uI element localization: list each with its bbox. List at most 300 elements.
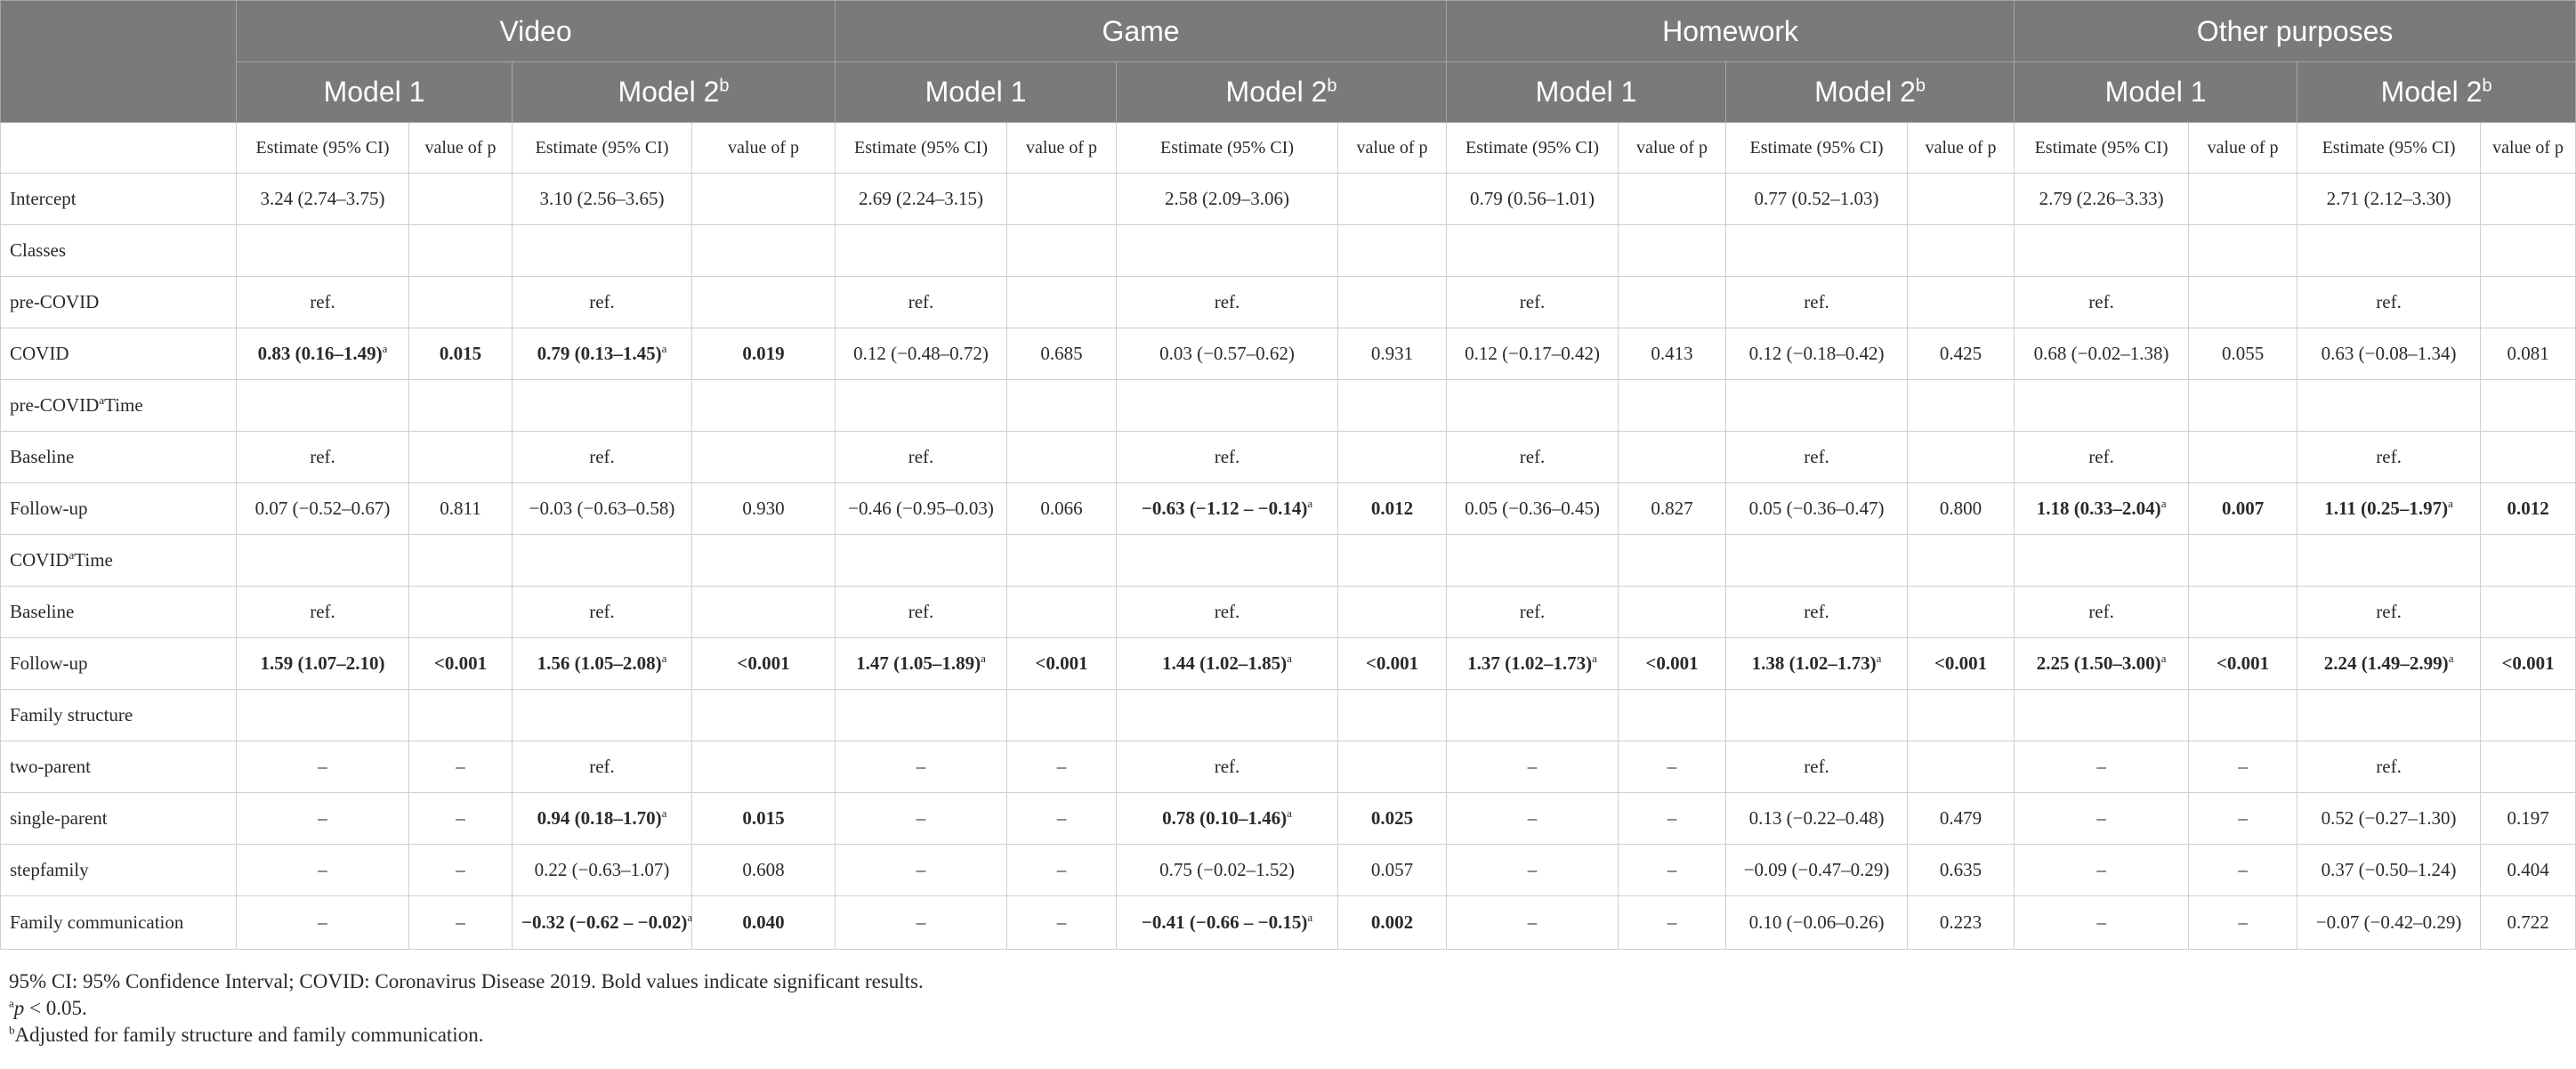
- p-value-cell: [2189, 174, 2297, 225]
- p-value-cell: [409, 380, 513, 432]
- estimate-cell: 0.12 (−0.17–0.42): [1447, 328, 1619, 380]
- p-value-cell: [692, 587, 836, 638]
- estimate-cell: 1.37 $(1.02-1.73)^a$: [1447, 638, 1619, 690]
- p-value-cell: [692, 380, 836, 432]
- p-value-cell: <0.001: [1338, 638, 1447, 690]
- estimate-cell: [2297, 225, 2481, 277]
- p-value-cell: 0.931: [1338, 328, 1447, 380]
- model-header: Model 2$^b$: [513, 62, 836, 123]
- p-value-cell: 0.007: [2189, 483, 2297, 535]
- p-value-cell: [1908, 174, 2015, 225]
- note-line-2: [9, 995, 924, 1022]
- estimate-cell: 1.11 $(0.25-1.97)^a$: [2297, 483, 2481, 535]
- p-value-cell: [409, 174, 513, 225]
- p-value-cell: [692, 690, 836, 741]
- estimate-cell: [2015, 690, 2189, 741]
- p-value-cell: 0.425: [1908, 328, 2015, 380]
- estimate-cell: [1117, 225, 1338, 277]
- p-value-cell: 0.827: [1619, 483, 1726, 535]
- row-label: Baseline: [1, 587, 237, 638]
- estimate-cell: 0.05 (−0.36–0.47): [1726, 483, 1908, 535]
- row-label: Follow-up: [1, 638, 237, 690]
- p-value-header: value of p: [2189, 123, 2297, 174]
- p-value-header: value of p: [1908, 123, 2015, 174]
- estimate-cell: –: [1447, 741, 1619, 793]
- p-value-cell: [2189, 690, 2297, 741]
- p-value-header: value of p: [409, 123, 513, 174]
- estimate-header: Estimate (95% CI): [1117, 123, 1338, 174]
- estimate-cell: [1117, 535, 1338, 587]
- estimate-cell: −0.07 (−0.42–0.29): [2297, 896, 2481, 950]
- table-row: [1, 277, 2576, 328]
- estimate-cell: 0.77 (0.52–1.03): [1726, 174, 1908, 225]
- estimate-cell: [836, 225, 1007, 277]
- p-value-cell: 0.015: [692, 793, 836, 845]
- p-value-cell: [1619, 380, 1726, 432]
- p-value-cell: [1007, 432, 1117, 483]
- p-value-cell: –: [2189, 896, 2297, 950]
- p-value-cell: <0.001: [692, 638, 836, 690]
- row-label: Follow-up: [1, 483, 237, 535]
- estimate-cell: [237, 380, 409, 432]
- p-value-cell: –: [1619, 741, 1726, 793]
- p-value-cell: 0.635: [1908, 845, 2015, 896]
- estimate-cell: 0.52 (−0.27–1.30): [2297, 793, 2481, 845]
- p-value-cell: [2481, 535, 2576, 587]
- p-value-cell: –: [2189, 793, 2297, 845]
- row-label: COVID: [1, 328, 237, 380]
- p-value-cell: <0.001: [1619, 638, 1726, 690]
- p-value-cell: [1908, 225, 2015, 277]
- estimate-cell: –: [836, 741, 1007, 793]
- p-value-cell: 0.223: [1908, 896, 2015, 950]
- estimate-cell: [1726, 690, 1908, 741]
- row-label: two-parent: [1, 741, 237, 793]
- estimate-cell: [2297, 690, 2481, 741]
- estimate-cell: ref.: [1726, 741, 1908, 793]
- p-value-cell: –: [409, 845, 513, 896]
- estimate-cell: −0.03 (−0.63–0.58): [513, 483, 692, 535]
- estimate-cell: –: [237, 896, 409, 950]
- p-value-cell: [1338, 277, 1447, 328]
- estimate-cell: 0.79 (0.56–1.01): [1447, 174, 1619, 225]
- estimate-cell: –: [237, 741, 409, 793]
- table-row: [1, 483, 2576, 535]
- p-value-cell: [409, 535, 513, 587]
- note-p: p: [13, 997, 25, 1019]
- estimate-cell: [1447, 380, 1619, 432]
- p-value-cell: [1007, 380, 1117, 432]
- p-value-cell: [409, 587, 513, 638]
- p-value-cell: [1338, 174, 1447, 225]
- p-value-cell: –: [1619, 845, 1726, 896]
- table-row: [1, 587, 2576, 638]
- p-value-cell: 0.025: [1338, 793, 1447, 845]
- estimate-cell: 0.75 (−0.02–1.52): [1117, 845, 1338, 896]
- estimate-header: Estimate (95% CI): [237, 123, 409, 174]
- estimate-cell: [1726, 225, 1908, 277]
- p-value-cell: [1619, 225, 1726, 277]
- p-value-cell: [2189, 225, 2297, 277]
- p-value-cell: [2481, 225, 2576, 277]
- estimate-cell: [2015, 380, 2189, 432]
- p-value-cell: [1619, 587, 1726, 638]
- p-value-header: value of p: [1007, 123, 1117, 174]
- table-row: [1, 638, 2576, 690]
- model-header: Model 1: [237, 62, 513, 123]
- p-value-cell: [409, 225, 513, 277]
- estimate-cell: 0.79 $(0.13-1.45)^a$: [513, 328, 692, 380]
- estimate-header: Estimate (95% CI): [1447, 123, 1619, 174]
- estimate-cell: ref.: [2015, 432, 2189, 483]
- estimate-cell: ref.: [836, 587, 1007, 638]
- estimate-cell: 0.22 (−0.63–1.07): [513, 845, 692, 896]
- p-value-cell: [1007, 690, 1117, 741]
- p-value-header: value of p: [1619, 123, 1726, 174]
- p-value-cell: [1007, 174, 1117, 225]
- estimate-cell: ref.: [2297, 432, 2481, 483]
- estimate-cell: 0.78 $(0.10-1.46)^a$: [1117, 793, 1338, 845]
- table-row: [1, 535, 2576, 587]
- estimate-cell: [2297, 535, 2481, 587]
- p-value-cell: [1338, 690, 1447, 741]
- estimate-cell: [836, 690, 1007, 741]
- p-value-cell: <0.001: [2481, 638, 2576, 690]
- estimate-cell: [1726, 535, 1908, 587]
- p-value-cell: 0.066: [1007, 483, 1117, 535]
- p-value-cell: 0.081: [2481, 328, 2576, 380]
- estimate-cell: ref.: [513, 587, 692, 638]
- estimate-cell: 0.07 (−0.52–0.67): [237, 483, 409, 535]
- note-line-1: 95% CI: 95% Confidence Interval; COVID: Coronavirus Disease 2019. Bold values indicate significant results.: [9, 970, 924, 992]
- estimate-cell: 1.44 $(1.02-1.85)^a$: [1117, 638, 1338, 690]
- estimate-cell: ref.: [513, 432, 692, 483]
- row-label: pre-COVID: [1, 277, 237, 328]
- estimate-cell: −0.63 $(-1.12 - -0.14)^a$: [1117, 483, 1338, 535]
- estimate-cell: ref.: [1117, 741, 1338, 793]
- row-label: single-parent: [1, 793, 237, 845]
- p-value-cell: 0.413: [1619, 328, 1726, 380]
- table-row: [1, 380, 2576, 432]
- p-value-cell: 0.012: [2481, 483, 2576, 535]
- estimate-cell: ref.: [2297, 277, 2481, 328]
- p-value-cell: [1908, 432, 2015, 483]
- estimate-cell: 1.38 $(1.02-1.73)^a$: [1726, 638, 1908, 690]
- estimate-header: Estimate (95% CI): [2297, 123, 2481, 174]
- p-value-cell: <0.001: [1908, 638, 2015, 690]
- estimate-cell: ref.: [2297, 587, 2481, 638]
- estimate-cell: −0.41 $(-0.66 - -0.15)^a$: [1117, 896, 1338, 950]
- estimate-header: Estimate (95% CI): [1726, 123, 1908, 174]
- p-value-cell: [1619, 277, 1726, 328]
- p-value-cell: [1908, 690, 2015, 741]
- group-header: Other purposes: [2015, 1, 2576, 62]
- p-value-cell: 0.197: [2481, 793, 2576, 845]
- estimate-header: Estimate (95% CI): [2015, 123, 2189, 174]
- p-value-cell: [1908, 587, 2015, 638]
- note-line-3: [9, 1022, 924, 1049]
- p-value-cell: [2481, 432, 2576, 483]
- table-notes: [9, 968, 924, 1049]
- p-value-cell: –: [1619, 793, 1726, 845]
- estimate-cell: [1447, 690, 1619, 741]
- estimate-cell: –: [2015, 845, 2189, 896]
- p-value-cell: [2481, 741, 2576, 793]
- p-value-cell: 0.404: [2481, 845, 2576, 896]
- note-adjusted: Adjusted for family structure and family communication.: [14, 1024, 484, 1046]
- row-label: stepfamily: [1, 845, 237, 896]
- estimate-cell: 0.83 $(0.16-1.49)^a$: [237, 328, 409, 380]
- p-value-cell: [409, 432, 513, 483]
- p-value-cell: [1338, 380, 1447, 432]
- estimate-cell: ref.: [1447, 432, 1619, 483]
- estimate-cell: 2.79 (2.26–3.33): [2015, 174, 2189, 225]
- header-corner: [1, 1, 237, 123]
- p-value-cell: [1619, 432, 1726, 483]
- group-header: Game: [836, 1, 1447, 62]
- p-value-cell: [2481, 380, 2576, 432]
- model-header: Model 2$^b$: [1726, 62, 2015, 123]
- estimate-cell: –: [1447, 793, 1619, 845]
- estimate-cell: [1117, 690, 1338, 741]
- row-label: Classes: [1, 225, 237, 277]
- p-value-cell: 0.012: [1338, 483, 1447, 535]
- estimate-cell: ref.: [1726, 587, 1908, 638]
- p-value-cell: –: [1007, 845, 1117, 896]
- estimate-cell: [1447, 225, 1619, 277]
- estimate-cell: [513, 690, 692, 741]
- row-label: Intercept: [1, 174, 237, 225]
- table-row: [1, 793, 2576, 845]
- estimate-cell: ref.: [237, 587, 409, 638]
- model-header: Model 2$^b$: [1117, 62, 1447, 123]
- group-header: Video: [237, 1, 836, 62]
- estimate-cell: 0.37 (−0.50–1.24): [2297, 845, 2481, 896]
- estimate-cell: ref.: [836, 277, 1007, 328]
- estimate-cell: [836, 380, 1007, 432]
- estimate-cell: −0.32 $(-0.62 - -0.02)^a$: [513, 896, 692, 950]
- estimate-header: Estimate (95% CI): [513, 123, 692, 174]
- p-value-cell: [1007, 535, 1117, 587]
- p-value-cell: –: [409, 896, 513, 950]
- estimate-cell: ref.: [1726, 277, 1908, 328]
- p-value-cell: [1619, 174, 1726, 225]
- p-value-cell: <0.001: [2189, 638, 2297, 690]
- note-p-rest: < 0.05.: [24, 997, 87, 1019]
- estimate-cell: 0.03 (−0.57–0.62): [1117, 328, 1338, 380]
- model-header: Model 1: [1447, 62, 1726, 123]
- row-label: COVID$^a$Time: [1, 535, 237, 587]
- estimate-cell: ref.: [1447, 277, 1619, 328]
- estimate-cell: ref.: [1117, 587, 1338, 638]
- p-value-cell: 0.811: [409, 483, 513, 535]
- estimate-cell: 0.94 $(0.18-1.70)^a$: [513, 793, 692, 845]
- p-value-cell: –: [1619, 896, 1726, 950]
- row-label: pre-COVID$^a$Time: [1, 380, 237, 432]
- p-value-cell: [1007, 225, 1117, 277]
- group-header: Homework: [1447, 1, 2015, 62]
- p-value-cell: [2481, 277, 2576, 328]
- p-value-cell: [692, 277, 836, 328]
- estimate-cell: 2.25 $(1.50-3.00)^a$: [2015, 638, 2189, 690]
- estimate-cell: [513, 225, 692, 277]
- estimate-cell: –: [2015, 793, 2189, 845]
- estimate-cell: 2.69 (2.24–3.15): [836, 174, 1007, 225]
- row-label: Baseline: [1, 432, 237, 483]
- estimate-cell: ref.: [513, 277, 692, 328]
- p-value-cell: –: [409, 741, 513, 793]
- estimate-cell: –: [836, 896, 1007, 950]
- estimate-cell: –: [1447, 845, 1619, 896]
- p-value-cell: [692, 535, 836, 587]
- p-value-cell: [1908, 535, 2015, 587]
- estimate-cell: –: [237, 845, 409, 896]
- note-sup-a: a: [9, 996, 14, 1010]
- p-value-cell: [2481, 587, 2576, 638]
- p-value-cell: 0.479: [1908, 793, 2015, 845]
- p-value-cell: [1338, 225, 1447, 277]
- table-row: [1, 328, 2576, 380]
- estimate-cell: ref.: [1726, 432, 1908, 483]
- p-value-cell: [2189, 380, 2297, 432]
- p-value-cell: [692, 432, 836, 483]
- p-value-cell: [1338, 741, 1447, 793]
- estimate-cell: 2.24 $(1.49-2.99)^a$: [2297, 638, 2481, 690]
- estimate-cell: 1.47 $(1.05-1.89)^a$: [836, 638, 1007, 690]
- p-value-cell: 0.019: [692, 328, 836, 380]
- p-value-cell: [409, 690, 513, 741]
- table-row: [1, 432, 2576, 483]
- p-value-header: value of p: [2481, 123, 2576, 174]
- row-label: Family communication: [1, 896, 237, 950]
- estimate-cell: ref.: [2015, 587, 2189, 638]
- estimate-cell: 0.12 (−0.48–0.72): [836, 328, 1007, 380]
- p-value-cell: <0.001: [1007, 638, 1117, 690]
- p-value-cell: –: [1007, 896, 1117, 950]
- p-value-cell: [2481, 174, 2576, 225]
- estimate-cell: [1726, 380, 1908, 432]
- estimate-cell: 1.18 $(0.33-2.04)^a$: [2015, 483, 2189, 535]
- p-value-cell: [1908, 277, 2015, 328]
- table-row: [1, 845, 2576, 896]
- estimate-cell: 0.63 (−0.08–1.34): [2297, 328, 2481, 380]
- p-value-cell: 0.057: [1338, 845, 1447, 896]
- estimate-cell: [1117, 380, 1338, 432]
- p-value-cell: 0.015: [409, 328, 513, 380]
- estimate-cell: [237, 535, 409, 587]
- estimate-cell: –: [2015, 896, 2189, 950]
- estimate-cell: 2.58 (2.09–3.06): [1117, 174, 1338, 225]
- estimate-cell: [237, 225, 409, 277]
- estimate-cell: –: [836, 845, 1007, 896]
- estimate-cell: [836, 535, 1007, 587]
- p-value-cell: [1007, 587, 1117, 638]
- estimate-cell: –: [237, 793, 409, 845]
- estimate-cell: 0.10 (−0.06–0.26): [1726, 896, 1908, 950]
- p-value-cell: [692, 174, 836, 225]
- p-value-cell: [2189, 432, 2297, 483]
- model-header: Model 1: [836, 62, 1117, 123]
- estimate-cell: [513, 535, 692, 587]
- p-value-cell: –: [1007, 741, 1117, 793]
- table-row: [1, 225, 2576, 277]
- p-value-cell: [1619, 535, 1726, 587]
- p-value-cell: –: [1007, 793, 1117, 845]
- p-value-cell: [1338, 432, 1447, 483]
- estimate-cell: −0.46 (−0.95–0.03): [836, 483, 1007, 535]
- p-value-cell: [2189, 587, 2297, 638]
- estimate-cell: ref.: [513, 741, 692, 793]
- p-value-cell: [1338, 587, 1447, 638]
- estimate-cell: [513, 380, 692, 432]
- estimate-cell: –: [836, 793, 1007, 845]
- estimate-cell: 3.24 (2.74–3.75): [237, 174, 409, 225]
- p-value-cell: [2189, 277, 2297, 328]
- estimate-cell: ref.: [2297, 741, 2481, 793]
- p-value-header: value of p: [1338, 123, 1447, 174]
- model-header: Model 2$^b$: [2297, 62, 2576, 123]
- estimate-cell: [2015, 535, 2189, 587]
- p-value-cell: –: [2189, 741, 2297, 793]
- table-row: [1, 174, 2576, 225]
- p-value-cell: [1007, 277, 1117, 328]
- estimate-cell: ref.: [836, 432, 1007, 483]
- estimate-cell: 3.10 (2.56–3.65): [513, 174, 692, 225]
- estimate-cell: 0.05 (−0.36–0.45): [1447, 483, 1619, 535]
- p-value-cell: <0.001: [409, 638, 513, 690]
- estimate-cell: ref.: [1117, 432, 1338, 483]
- p-value-cell: [692, 741, 836, 793]
- p-value-cell: 0.685: [1007, 328, 1117, 380]
- estimate-cell: 0.13 (−0.22–0.48): [1726, 793, 1908, 845]
- subheader-corner: [1, 123, 237, 174]
- estimate-cell: ref.: [237, 277, 409, 328]
- p-value-cell: [2189, 535, 2297, 587]
- p-value-cell: [1619, 690, 1726, 741]
- estimate-header: Estimate (95% CI): [836, 123, 1007, 174]
- p-value-cell: 0.608: [692, 845, 836, 896]
- estimate-cell: 0.68 (−0.02–1.38): [2015, 328, 2189, 380]
- estimate-cell: ref.: [237, 432, 409, 483]
- estimate-cell: −0.09 (−0.47–0.29): [1726, 845, 1908, 896]
- estimate-cell: [1447, 535, 1619, 587]
- p-value-cell: [1908, 741, 2015, 793]
- p-value-cell: [1338, 535, 1447, 587]
- estimate-cell: [237, 690, 409, 741]
- p-value-cell: –: [2189, 845, 2297, 896]
- p-value-cell: [1908, 380, 2015, 432]
- p-value-cell: 0.002: [1338, 896, 1447, 950]
- estimate-cell: –: [2015, 741, 2189, 793]
- p-value-cell: 0.722: [2481, 896, 2576, 950]
- estimate-cell: 1.59 (1.07–2.10): [237, 638, 409, 690]
- estimate-cell: [2015, 225, 2189, 277]
- estimate-cell: ref.: [2015, 277, 2189, 328]
- table-row: [1, 896, 2576, 950]
- estimate-cell: –: [1447, 896, 1619, 950]
- p-value-cell: [2481, 690, 2576, 741]
- estimate-cell: ref.: [1447, 587, 1619, 638]
- p-value-cell: –: [409, 793, 513, 845]
- p-value-cell: 0.040: [692, 896, 836, 950]
- estimate-cell: ref.: [1117, 277, 1338, 328]
- estimate-cell: 2.71 (2.12–3.30): [2297, 174, 2481, 225]
- p-value-cell: 0.055: [2189, 328, 2297, 380]
- table-row: [1, 741, 2576, 793]
- estimate-cell: 1.56 $(1.05-2.08)^a$: [513, 638, 692, 690]
- estimate-cell: [2297, 380, 2481, 432]
- p-value-header: value of p: [692, 123, 836, 174]
